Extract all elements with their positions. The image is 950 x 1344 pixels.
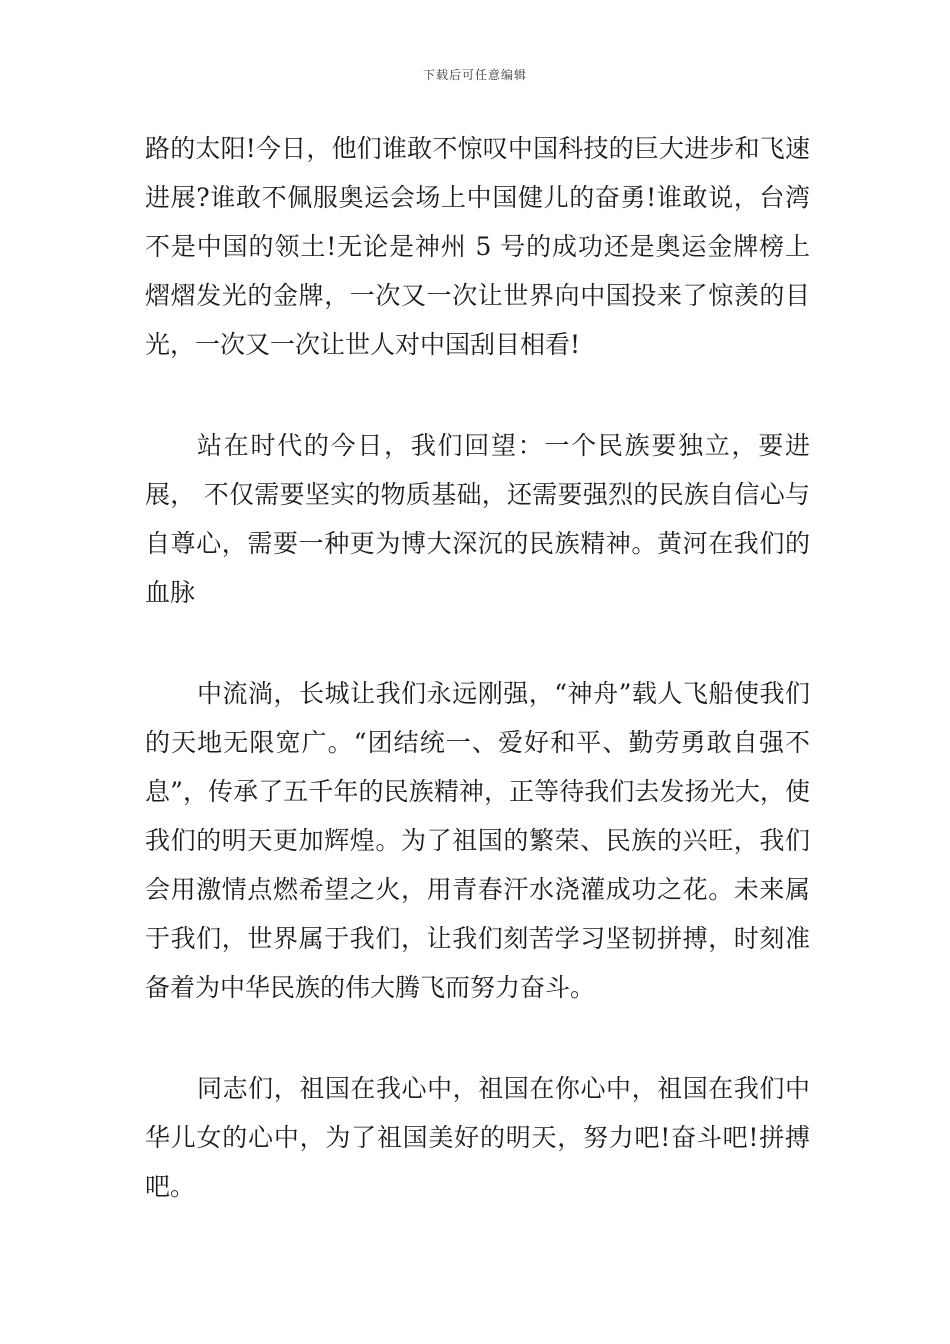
document-body xyxy=(145,124,810,1211)
page-header-note: 下载后可任意编辑 xyxy=(422,68,527,82)
paragraph-3: 中流淌，长城让我们永远刚强，“神舟”载人飞船使我们的天地无限宽广。“团结统一、爱好和平、勤劳勇敢自强不息”，传承了五千年的民族精神，正等待我们去发扬光大，使我们的明天更加辉煌。为了祖国的繁荣、民族的兴旺，我们会用激情点燃希望之火，用青春汗水浇灌成功之花。未来属于我们，世界属于我们，让我们刻苦学习坚韧拼搏，时刻准备着为中华民族的伟大腾飞而努力奋斗。 xyxy=(145,679,810,1002)
paragraph-1: 路的太阳!今日，他们谁敢不惊叹中国科技的巨大进步和飞速进展?谁敢不佩服奥运会场上中国健儿的奋勇!谁敢说，台湾不是中国的领土!无论是神州 5 号的成功还是奥运金牌榜上熠熠发光的金牌，一次又一次让世界向中国投来了惊羡的目光，一次又一次让世人对中国刮目相看! xyxy=(145,134,810,359)
paragraph-2: 站在时代的今日，我们回望：一个民族要独立，要进展， 不仅需要坚实的物质基础，还需要强烈的民族自信心与自尊心，需要一种更为博大深沉的民族精神。黄河在我们的血脉 xyxy=(145,431,810,607)
paragraph-4: 同志们，祖国在我心中，祖国在你心中，祖国在我们中华儿女的心中，为了祖国美好的明天，努力吧!奋斗吧!拼搏 吧。 xyxy=(145,1074,810,1201)
